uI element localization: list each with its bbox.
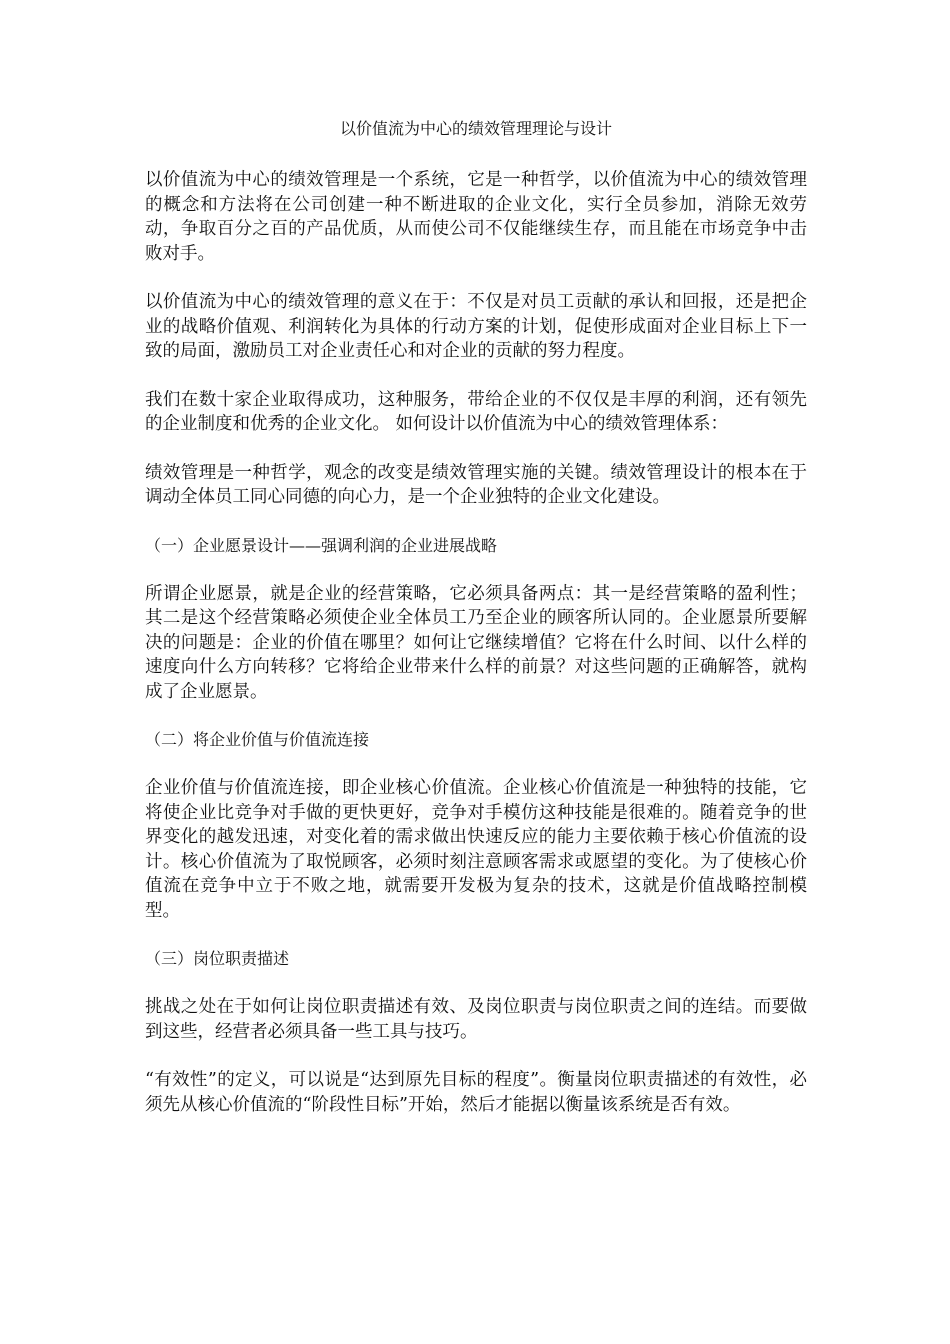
paragraph-vision: 所谓企业愿景，就是企业的经营策略，它必须具备两点：其一是经营策略的盈利性；其二是这个经营策略必须使企业全体员工乃至企业的顾客所认同的。企业愿景所要解决的问题是：企业的价值在哪里？如何让它继续增值？它将在什么时间、以什么样的速度向什么方向转移？它将给企业带来什么样的前景？对这些问题的正确解答，就构成了企业愿景。: [145, 583, 807, 702]
paragraph-intro: 以价值流为中心的绩效管理是一个系统，它是一种哲学，以价值流为中心的绩效管理的概念和方法将在公司创建一种不断进取的企业文化，实行全员参加，消除无效劳动，争取百分之百的产品优质，从而使公司不仅能继续生存，而且能在市场竞争中击败对手。: [145, 170, 807, 264]
section-heading-job-description: （三）岗位职责描述: [145, 949, 290, 968]
document-page: [145, 118, 807, 1141]
paragraph-philosophy: 绩效管理是一种哲学，观念的改变是绩效管理实施的关键。绩效管理设计的根本在于调动全体员工同心同德的向心力，是一个企业独特的企业文化建设。: [145, 462, 807, 507]
paragraph-challenge: 挑战之处在于如何让岗位职责描述有效、及岗位职责与岗位职责之间的连结。而要做到这些，经营者必须具备一些工具与技巧。: [145, 997, 807, 1042]
paragraph-success: 我们在数十家企业取得成功，这种服务，带给企业的不仅仅是丰厚的利润，还有领先的企业制度和优秀的企业文化。 如何设计以价值流为中心的绩效管理体系：: [145, 389, 807, 434]
paragraph-value-stream: 企业价值与价值流连接，即企业核心价值流。企业核心价值流是一种独特的技能，它将使企业比竞争对手做的更快更好，竞争对手模仿这种技能是很难的。随着竞争的世界变化的越发迅速，对变化着的需求做出快速反应的能力主要依赖于核心价值流的设计。核心价值流为了取悦顾客，必须时刻注意顾客需求或愿望的变化。为了使核心价值流在竞争中立于不败之地，就需要开发极为复杂的技术，这就是价值战略控制模型。: [145, 778, 807, 921]
document-title: 以价值流为中心的绩效管理理论与设计: [339, 119, 612, 138]
section-heading-value-stream: （二）将企业价值与价值流连接: [145, 730, 370, 749]
section-heading-vision: （一）企业愿景设计——强调利润的企业进展战略: [145, 535, 498, 555]
paragraph-effectiveness: “有效性”的定义，可以说是“达到原先目标的程度”。衡量岗位职责描述的有效性，必须先从核心价值流的“阶段性目标”开始，然后才能据以衡量该系统是否有效。: [145, 1070, 807, 1115]
paragraph-significance: 以价值流为中心的绩效管理的意义在于：不仅是对员工贡献的承认和回报，还是把企业的战略价值观、利润转化为具体的行动方案的计划，促使形成面对企业目标上下一致的局面，激励员工对企业责任心和对企业的贡献的努力程度。: [145, 292, 807, 361]
